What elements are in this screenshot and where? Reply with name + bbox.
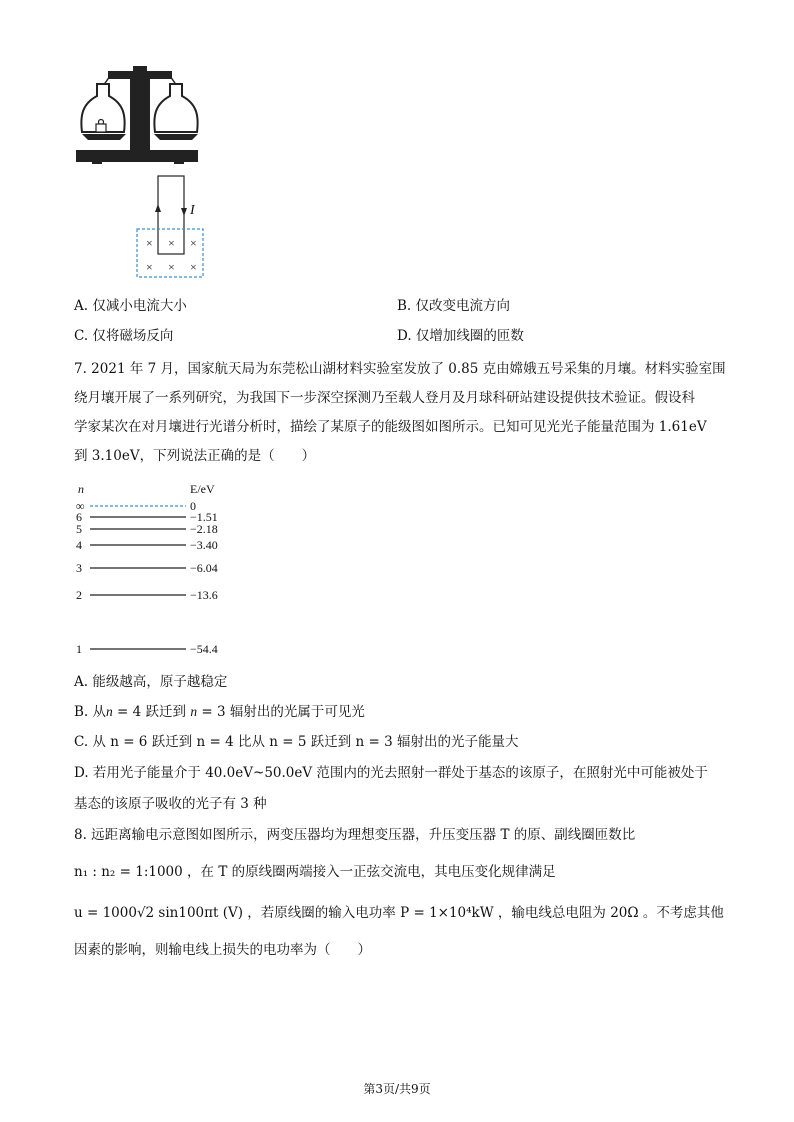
energy-level-n-label: 5 bbox=[76, 522, 82, 536]
q6-option-c[interactable]: C. 仅将磁场反向 bbox=[74, 328, 174, 344]
current-label: I bbox=[190, 203, 195, 218]
q7-option-d-line-1[interactable]: D. 若用光子能量介于 40.0eV~50.0eV 范围内的光去照射一群处于基态的该原子，在照射光中可能被处于 bbox=[74, 765, 708, 781]
q7-option-b-n1: n bbox=[106, 704, 113, 719]
q7-option-b-mid: = 4 跃迁到 bbox=[112, 704, 191, 720]
field-mark: × bbox=[168, 236, 175, 250]
q6-option-b[interactable]: B. 仅改变电流方向 bbox=[397, 298, 511, 314]
q7-stem-line-1: 7. 2021 年 7 月，国家航天局为东莞松山湖材料实验室发放了 0.85 克由嫦娥五号采集的月壤。材料实验室围 bbox=[74, 361, 726, 377]
q7-option-b-n2: n bbox=[190, 704, 198, 719]
energy-level-value-label: −3.40 bbox=[190, 538, 218, 552]
q7-option-a[interactable]: A. 能级越高，原子越稳定 bbox=[74, 674, 228, 690]
q7-stem-line-3: 学家某次在对月壤进行光谱分析时，描绘了某原子的能级图如图所示。已知可见光光子能量范围为 1.61eV bbox=[74, 419, 707, 435]
q7-option-b-suffix: = 3 辐射出的光属于可见光 bbox=[197, 704, 365, 720]
q6-option-a[interactable]: A. 仅减小电流大小 bbox=[74, 298, 187, 314]
energy-level-n-label: ∞ bbox=[76, 499, 85, 513]
q8-stem-line-4: 因素的影响，则输电线上损失的电功率为（ ） bbox=[74, 942, 371, 958]
energy-level-n-label: 2 bbox=[76, 588, 82, 602]
field-mark: × bbox=[190, 236, 197, 250]
n-axis-header: n bbox=[78, 482, 84, 496]
q7-option-c[interactable]: C. 从 n = 6 跃迁到 n = 4 比从 n = 5 跃迁到 n = 3 辐射出的光子能量大 bbox=[74, 734, 519, 750]
energy-level-n-label: 4 bbox=[76, 538, 82, 552]
field-mark: × bbox=[190, 260, 197, 274]
energy-level-value-label: −1.51 bbox=[190, 510, 218, 524]
q7-option-b-prefix: B. 从 bbox=[74, 704, 107, 720]
balance-coil-figure bbox=[70, 64, 210, 280]
q8-stem-line-1: 8. 远距离输电示意图如图所示，两变压器均为理想变压器，升压变压器 T 的原、副线圈匝数比 bbox=[74, 827, 636, 843]
field-mark: × bbox=[146, 260, 153, 274]
field-mark: × bbox=[146, 236, 153, 250]
energy-level-n-label: 6 bbox=[76, 510, 82, 524]
energy-level-value-label: 0 bbox=[190, 499, 196, 513]
q6-option-d[interactable]: D. 仅增加线圈的匝数 bbox=[397, 328, 524, 344]
energy-level-value-label: −2.18 bbox=[190, 522, 218, 536]
q7-option-b[interactable] bbox=[74, 702, 365, 722]
q8-stem-line-3: u = 1000√2 sin100πt (V) ，若原线圈的输入电功率 P = 1×10⁴kW ，输电线总电阻为 20Ω 。不考虑其他 bbox=[74, 905, 724, 921]
page-number: 第3页/共9页 bbox=[363, 1082, 431, 1096]
energy-level-value-label: −54.4 bbox=[190, 642, 218, 656]
q7-stem-line-4: 到 3.10eV，下列说法正确的是（ ） bbox=[74, 448, 316, 464]
field-mark: × bbox=[168, 260, 175, 274]
q7-option-d-line-2: 基态的该原子吸收的光子有 3 种 bbox=[74, 796, 267, 812]
energy-level-value-label: −6.04 bbox=[190, 561, 218, 575]
energy-level-n-label: 1 bbox=[76, 642, 82, 656]
energy-axis-header: E/eV bbox=[190, 482, 215, 496]
energy-level-value-label: −13.6 bbox=[190, 588, 218, 602]
q8-stem-line-2: n₁ : n₂ = 1:1000 ，在 T 的原线圈两端接入一正弦交流电，其电压变化规律满足 bbox=[74, 864, 556, 880]
energy-level-n-label: 3 bbox=[76, 561, 82, 575]
energy-level-diagram bbox=[70, 480, 260, 665]
q7-stem-line-2: 绕月壤开展了一系列研究，为我国下一步深空探测乃至载人登月及月球科研站建设提供技术验证。假设科 bbox=[74, 390, 695, 406]
